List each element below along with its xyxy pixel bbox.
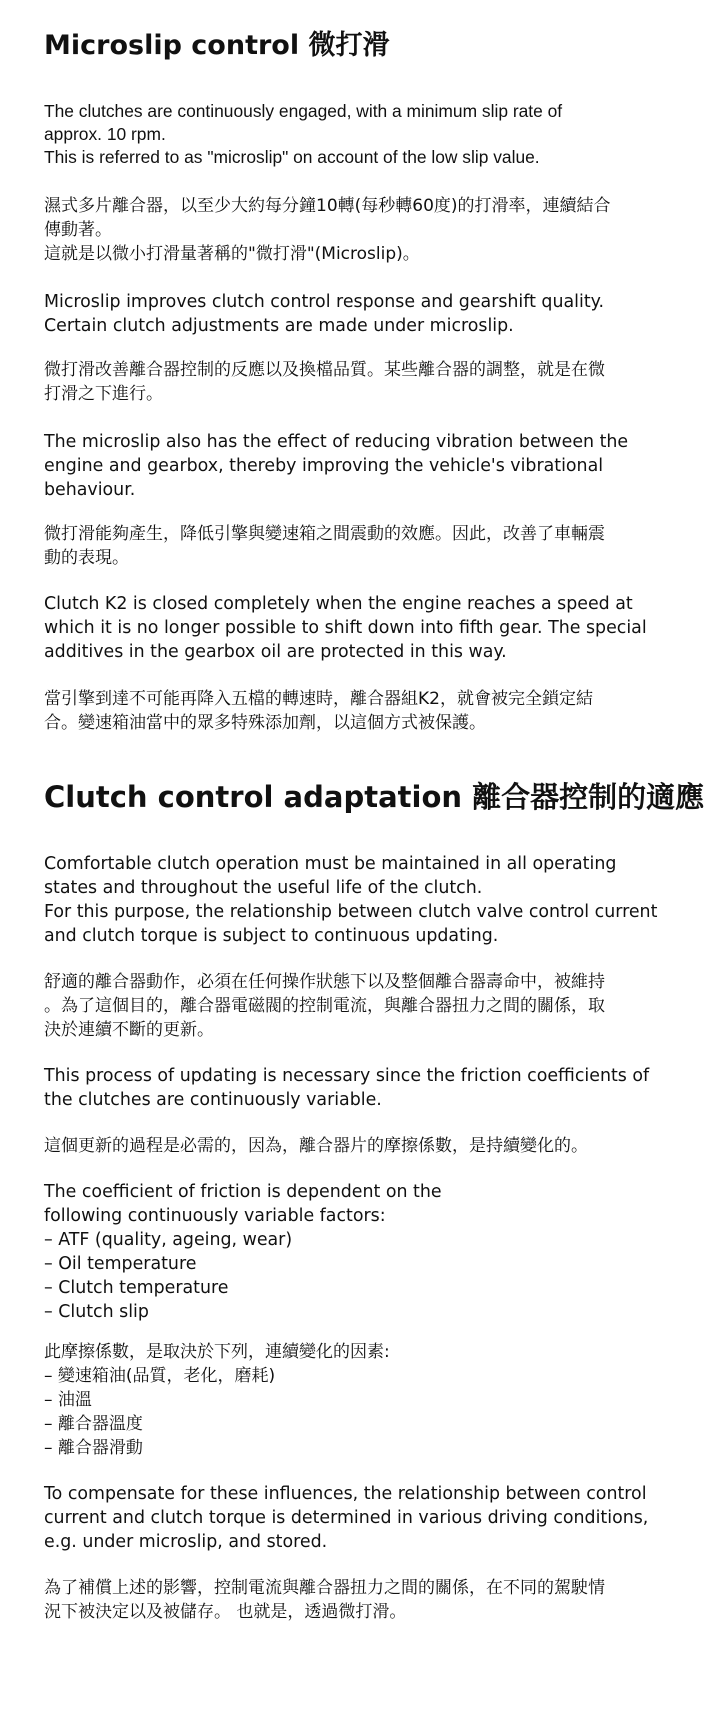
list-item: – 離合器滑動 [44, 1438, 143, 1458]
text-line: 這就是以微小打滑量著稱的"微打滑"(Microslip)。 [44, 244, 420, 264]
paragraph-updating-en [44, 1064, 694, 1112]
text-line: 。為了這個目的，離合器電磁閥的控制電流，與離合器扭力之間的關係，取 [44, 996, 605, 1016]
paragraph-clutch-k2-zh [44, 687, 694, 735]
text-line: states and throughout the useful life of the clutch. [44, 878, 483, 898]
friction-factors-list-zh [44, 1364, 694, 1460]
heading-clutch-control-adaptation: Clutch control adaptation 離合器控制的適應 [44, 780, 705, 814]
text-line: following continuously variable factors: [44, 1206, 386, 1226]
text-line: e.g. under microslip, and stored. [44, 1532, 328, 1552]
text-line: The coefficient of friction is dependent on the [44, 1182, 442, 1202]
text-line: 決於連續不斷的更新。 [44, 1020, 214, 1040]
text-line: approx. 10 rpm. [44, 124, 166, 144]
text-line: The microslip also has the effect of reducing vibration between the [44, 432, 629, 452]
text-line: This is referred to as "microslip" on account of the low slip value. [44, 147, 540, 167]
text-line: This process of updating is necessary since the friction coefficients of [44, 1066, 650, 1086]
text-line: 打滑之下進行。 [44, 384, 163, 404]
list-item: – Clutch temperature [44, 1278, 229, 1298]
text-line: 微打滑能夠產生，降低引擎與變速箱之間震動的效應。因此，改善了車輛震 [44, 524, 605, 544]
list-item: – ATF (quality, ageing, wear) [44, 1230, 293, 1250]
text-line: Comfortable clutch operation must be maintained in all operating [44, 854, 617, 874]
text-line: 這個更新的過程是必需的，因為，離合器片的摩擦係數，是持續變化的。 [44, 1136, 588, 1156]
list-item: – 離合器溫度 [44, 1414, 143, 1434]
text-line: 微打滑改善離合器控制的反應以及換檔品質。某些離合器的調整，就是在微 [44, 360, 605, 380]
paragraph-compensation-zh [44, 1576, 694, 1624]
paragraph-microslip-intro-zh [44, 194, 694, 266]
paragraph-updating-zh [44, 1134, 694, 1158]
text-line: additives in the gearbox oil are protected in this way. [44, 642, 507, 662]
paragraph-friction-factors-zh [44, 1340, 694, 1460]
text-line: 合。變速箱油當中的眾多特殊添加劑，以這個方式被保護。 [44, 713, 486, 733]
paragraph-microslip-vibration-en [44, 430, 694, 502]
paragraph-adaptation-intro-en [44, 852, 694, 948]
text-line: Clutch K2 is closed completely when the engine reaches a speed at [44, 594, 633, 614]
text-line: 傳動著。 [44, 220, 112, 240]
text-line: For this purpose, the relationship between clutch valve control current [44, 902, 658, 922]
text-line: 為了補償上述的影響，控制電流與離合器扭力之間的關係，在不同的駕駛情 [44, 1578, 605, 1598]
text-line: the clutches are continuously variable. [44, 1090, 382, 1110]
paragraph-microslip-vibration-zh [44, 522, 694, 570]
text-line: and clutch torque is subject to continuous updating. [44, 926, 499, 946]
heading-microslip-control: Microslip control 微打滑 [44, 30, 390, 61]
text-line: 此摩擦係數，是取決於下列，連續變化的因素: [44, 1342, 390, 1362]
text-line: 況下被決定以及被儲存。 也就是，透過微打滑。 [44, 1602, 407, 1622]
text-line: The clutches are continuously engaged, with a minimum slip rate of [44, 101, 563, 121]
friction-factors-list-en [44, 1228, 694, 1324]
paragraph-microslip-intro-en [44, 100, 694, 169]
text-line: engine and gearbox, thereby improving the vehicle's vibrational [44, 456, 604, 476]
text-line: To compensate for these influences, the relationship between control [44, 1484, 647, 1504]
paragraph-compensation-en [44, 1482, 694, 1554]
paragraph-friction-factors-en [44, 1180, 694, 1324]
text-line: current and clutch torque is determined in various driving conditions, [44, 1508, 649, 1528]
paragraph-microslip-response-en [44, 290, 694, 338]
paragraph-adaptation-intro-zh [44, 970, 694, 1042]
paragraph-microslip-response-zh [44, 358, 694, 406]
list-item: – 變速箱油(品質，老化，磨耗) [44, 1366, 276, 1386]
text-line: 當引擎到達不可能再降入五檔的轉速時，離合器組K2，就會被完全鎖定結 [44, 689, 593, 709]
list-item: – Oil temperature [44, 1254, 197, 1274]
text-line: behaviour. [44, 480, 136, 500]
text-line: 動的表現。 [44, 548, 129, 568]
paragraph-clutch-k2-en [44, 592, 694, 664]
text-line: 舒適的離合器動作，必須在任何操作狀態下以及整個離合器壽命中，被維持 [44, 972, 605, 992]
list-item: – 油溫 [44, 1390, 92, 1410]
text-line: Microslip improves clutch control response and gearshift quality. [44, 292, 604, 312]
text-line: Certain clutch adjustments are made under microslip. [44, 316, 514, 336]
list-item: – Clutch slip [44, 1302, 149, 1322]
text-line: 濕式多片離合器，以至少大約每分鐘10轉(每秒轉60度)的打滑率，連續結合 [44, 196, 611, 216]
text-line: which it is no longer possible to shift down into fifth gear. The special [44, 618, 647, 638]
